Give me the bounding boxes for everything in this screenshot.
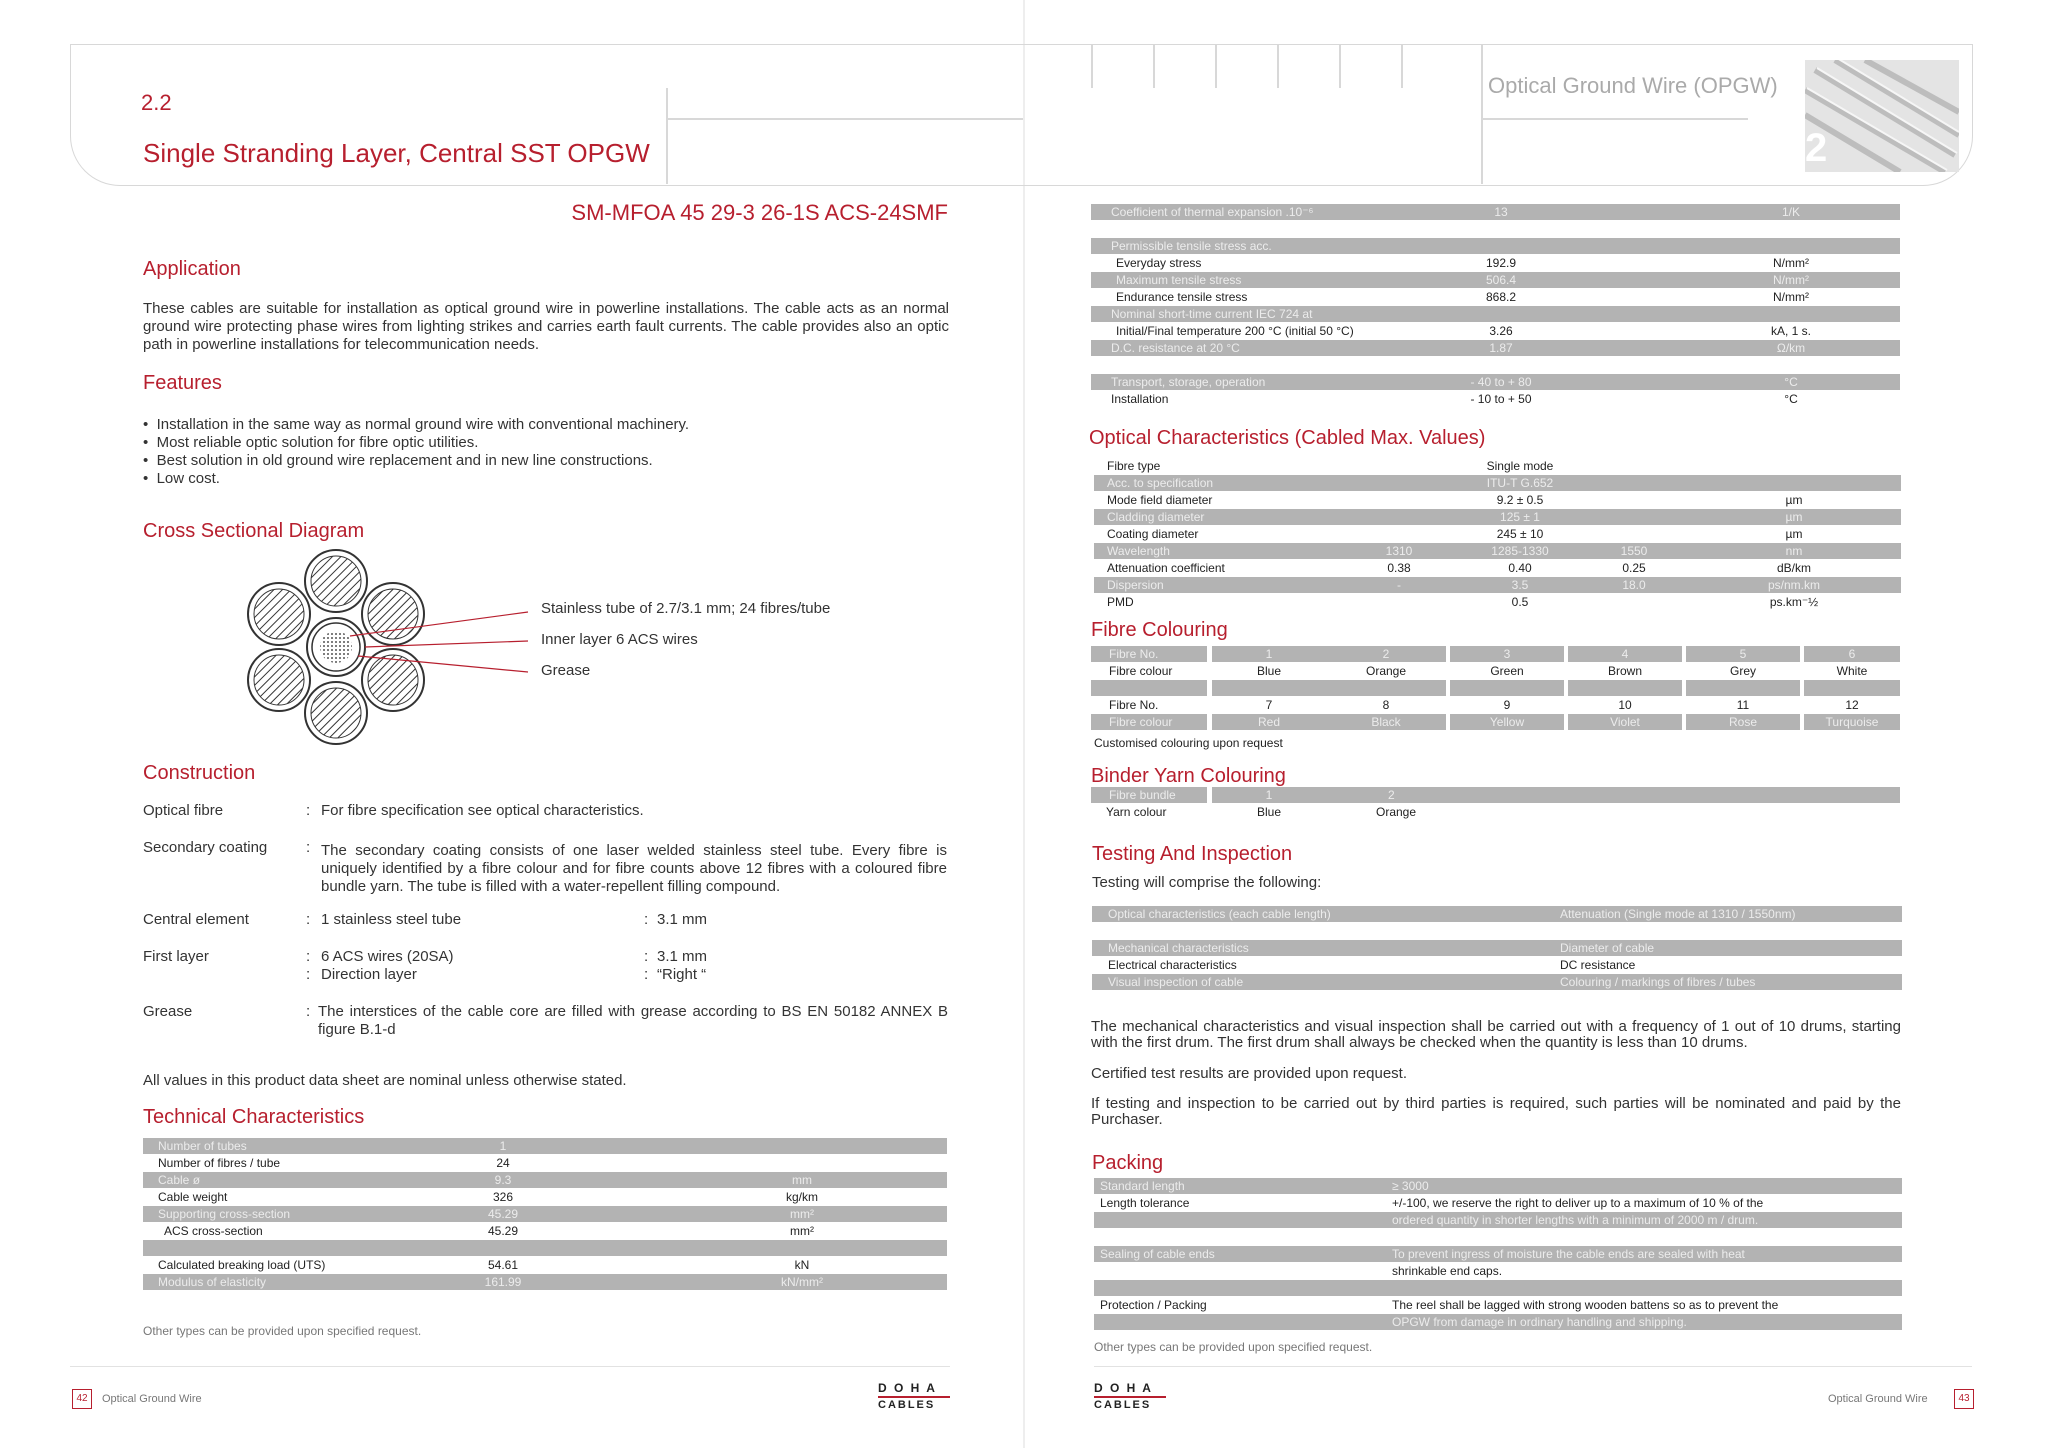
binder-cell: 1 <box>1212 787 1326 803</box>
central-element-dim: 3.1 mm <box>657 911 708 928</box>
construction-heading: Construction <box>143 762 256 784</box>
colon: : <box>306 1003 311 1020</box>
first-layer-value: 6 ACS wires (20SA) <box>321 948 454 965</box>
optical-row: Wavelength 1310 1285-1330 1550 nm <box>1094 543 1901 559</box>
optical-row: Coating diameter 245 ± 10 µm <box>1107 527 1803 541</box>
fibre-cell: 4 <box>1568 646 1682 662</box>
optical-row: Attenuation coefficient 0.38 0.40 0.25 dB/km <box>1107 561 1811 575</box>
fibre-cell: 12 <box>1845 698 1859 712</box>
tech-heading: Technical Characteristics <box>143 1106 365 1128</box>
fibre-cell <box>1686 680 1800 696</box>
header-title: Optical Ground Wire (OPGW) <box>1488 73 1778 98</box>
packing-heading: Packing <box>1092 1152 1164 1174</box>
chapter-number: 2 <box>1805 126 1828 170</box>
fibre-cell: Grey <box>1729 664 1756 678</box>
elec-row: Transport, storage, operation - 40 to + 80 °C <box>1091 374 1900 390</box>
tech-row: Number of tubes 1 <box>143 1138 947 1154</box>
fibre-cell: Black <box>1326 714 1446 730</box>
fibre-cell <box>1568 680 1682 696</box>
fibre-cell: Yellow <box>1450 714 1564 730</box>
elec-row: Everyday stress 192.9 N/mm² <box>1106 256 1809 270</box>
fibre-cell: Red <box>1212 714 1326 730</box>
elec-row: Installation - 10 to + 50 °C <box>1111 392 1798 406</box>
tech-row <box>143 1240 947 1256</box>
first-layer-dim: 3.1 mm <box>657 948 708 965</box>
application-heading: Application <box>143 258 241 280</box>
packing-row <box>1094 1229 1902 1245</box>
page-number: 42 <box>72 1389 92 1409</box>
optical-row: Mode field diameter 9.2 ± 0.5 µm <box>1107 493 1803 507</box>
custom-colouring-note: Customised colouring upon request <box>1094 736 1283 750</box>
fibre-cell: White <box>1836 664 1868 678</box>
left-header-divider <box>666 88 668 184</box>
fibre-cell: 8 <box>1382 698 1390 712</box>
central-element-value: 1 stainless steel tube <box>321 911 462 928</box>
packing-row <box>1094 1280 1902 1296</box>
fibre-cell: Rose <box>1686 714 1800 730</box>
footer-label: Optical Ground Wire <box>102 1393 202 1405</box>
secondary-coating-value: The secondary coating consists of one laser welded stainless steel tube. Every fibre is uniquely identified by a fibre colour and for fibre counts above 12 fibres with a coloured fibre bundle yarn. The tube is filled with a water-repellent filling compound. <box>321 842 947 895</box>
page-number: 43 <box>1954 1389 1974 1409</box>
grease-value: The interstices of the cable core are filled with grease according to BS EN 50182 ANNEX B figure B.1-d <box>318 1003 948 1038</box>
fibre-label-cell <box>1091 680 1207 696</box>
fibre-cell: 1 <box>1212 646 1326 662</box>
fibre-cell: Orange <box>1365 664 1407 678</box>
other-types-note: Other types can be provided upon specified request. <box>143 1324 422 1338</box>
diagram-label-tube: Stainless tube of 2.7/3.1 mm; 24 fibres/tube <box>541 600 831 617</box>
page-title: Single Stranding Layer, Central SST OPGW <box>143 138 650 168</box>
optical-row: Acc. to specification ITU-T G.652 <box>1094 475 1901 491</box>
cross-section-diagram <box>230 548 870 758</box>
fibre-cell: 2 <box>1326 646 1446 662</box>
elec-row: Nominal short-time current IEC 724 at <box>1091 306 1900 322</box>
optical-row: Fibre type Single mode <box>1107 459 1554 473</box>
features-heading: Features <box>143 372 222 394</box>
tech-row: Modulus of elasticity 161.99 kN/mm² <box>143 1274 947 1290</box>
fibre-label-cell: Fibre No. <box>1109 698 1159 712</box>
elec-row: Permissible tensile stress acc. <box>1091 238 1900 254</box>
testing-row <box>1092 923 1902 939</box>
central-tube <box>307 618 365 676</box>
packing-row: Length tolerance +/-100, we reserve the right to deliver up to a maximum of 10 % of the <box>1100 1196 1764 1210</box>
elec-row: D.C. resistance at 20 °C 1.87 Ω/km <box>1091 340 1900 356</box>
binder-heading: Binder Yarn Colouring <box>1091 765 1286 787</box>
left-footer-rule <box>70 1366 950 1367</box>
tech-row: Cable weight 326 kg/km <box>158 1190 818 1204</box>
colon: : <box>644 966 649 983</box>
fibre-cell: Blue <box>1256 664 1282 678</box>
testing-paragraph: If testing and inspection to be carried out by third parties is required, such parties will be nominated and paid by the Purchaser. <box>1091 1095 1901 1128</box>
testing-intro: Testing will comprise the following: <box>1092 874 1322 891</box>
elec-row: Maximum tensile stress 506.4 N/mm² <box>1091 272 1900 288</box>
binder-cell: 2 <box>1326 787 1900 803</box>
diagram-label-layer: Inner layer 6 ACS wires <box>541 631 698 648</box>
tech-row: Cable ø 9.3 mm <box>143 1172 947 1188</box>
testing-paragraph: The mechanical characteristics and visual inspection shall be carried out with a frequency of 1 out of 10 drums, starting with the first drum. The first drum shall always be checked when the quantity is less than 10 drums. <box>1091 1018 1901 1051</box>
testing-paragraph: Certified test results are provided upon request. <box>1091 1065 1408 1082</box>
diagram-heading: Cross Sectional Diagram <box>143 520 365 542</box>
tech-row: ACS cross-section 45.29 mm² <box>158 1224 814 1238</box>
fibre-cell: 10 <box>1618 698 1632 712</box>
fibre-label-cell: Fibre colour <box>1109 664 1173 678</box>
tech-row: Supporting cross-section 45.29 mm² <box>143 1206 947 1222</box>
fibre-cell <box>1326 680 1446 696</box>
direction-layer-value: “Right “ <box>657 966 707 983</box>
optical-row: Cladding diameter 125 ± 1 µm <box>1094 509 1901 525</box>
binder-cell: Blue <box>1256 805 1282 819</box>
colon: : <box>306 966 311 983</box>
tech-row: Number of fibres / tube 24 <box>158 1156 510 1170</box>
nominal-note: All values in this product data sheet are nominal unless otherwise stated. <box>143 1072 627 1089</box>
packing-row: Protection / Packing The reel shall be lagged with strong wooden battens so as to prevent the <box>1100 1298 1779 1312</box>
footer-label: Optical Ground Wire <box>1828 1393 1928 1405</box>
testing-heading: Testing And Inspection <box>1092 843 1293 865</box>
tech-row: Calculated breaking load (UTS) 54.61 kN <box>158 1258 810 1272</box>
optical-fibre-value: For fibre specification see optical characteristics. <box>321 802 644 819</box>
colon: : <box>306 839 311 856</box>
first-layer-label: First layer <box>143 948 209 965</box>
colon: : <box>306 948 311 965</box>
application-text: These cables are suitable for installation as optical ground wire in powerline installations. The cable acts as an normal ground wire protecting phase wires from lighting strikes and carries earth fault currents. The cable provides also an optic path in powerline installations for telecommunication needs. <box>143 300 949 353</box>
left-header-rule <box>666 118 1023 120</box>
colon: : <box>644 911 649 928</box>
section-number: 2.2 <box>141 90 172 115</box>
product-code: SM-MFOA 45 29-3 26-1S ACS-24SMF <box>571 200 948 225</box>
secondary-coating-label: Secondary coating <box>143 839 268 856</box>
fibre-cell: Turquoise <box>1804 714 1900 730</box>
binder-label-cell: Fibre bundle <box>1091 787 1207 803</box>
packing-row: OPGW from damage in ordinary handling and shipping. <box>1094 1314 1902 1330</box>
fibre-cell: 9 <box>1503 698 1511 712</box>
colon: : <box>306 802 311 819</box>
fibre-label-cell: Fibre colour <box>1091 714 1207 730</box>
testing-row: Electrical characteristics DC resistance <box>1108 958 1636 972</box>
feature-item: • Installation in the same way as normal ground wire with conventional machinery. <box>143 416 690 433</box>
fibre-cell: Green <box>1490 664 1524 678</box>
testing-row: Optical characteristics (each cable length) Attenuation (Single mode at 1310 / 1550nm) <box>1092 906 1902 922</box>
colon: : <box>644 948 649 965</box>
packing-row: shrinkable end caps. <box>1392 1264 1503 1278</box>
other-types-note: Other types can be provided upon specified request. <box>1094 1340 1373 1354</box>
colon: : <box>306 911 311 928</box>
testing-row: Visual inspection of cable Colouring / markings of fibres / tubes <box>1092 974 1902 990</box>
elec-row: Initial/Final temperature 200 °C (initial 50 °C) 3.26 kA, 1 s. <box>1106 324 1811 338</box>
diagram-label-grease: Grease <box>541 662 591 679</box>
direction-layer-label: Direction layer <box>321 966 417 983</box>
packing-row: Standard length ≥ 3000 <box>1094 1178 1902 1194</box>
binder-cell: Orange <box>1375 805 1417 819</box>
fibre-cell: 3 <box>1450 646 1564 662</box>
feature-item: • Low cost. <box>143 470 220 487</box>
binder-label-cell: Yarn colour <box>1106 805 1167 819</box>
testing-row: Mechanical characteristics Diameter of cable <box>1092 940 1902 956</box>
fibre-label-cell: Fibre No. <box>1091 646 1207 662</box>
right-footer-rule <box>1094 1366 1972 1367</box>
fibre-cell: 7 <box>1265 698 1273 712</box>
feature-item: • Most reliable optic solution for fibre optic utilities. <box>143 434 479 451</box>
optical-fibre-label: Optical fibre <box>143 802 224 819</box>
optical-heading: Optical Characteristics (Cabled Max. Values) <box>1089 427 1486 449</box>
packing-row: ordered quantity in shorter lengths with a minimum of 2000 m / drum. <box>1094 1212 1902 1228</box>
fibre-heading: Fibre Colouring <box>1091 619 1228 641</box>
fibre-cell: Violet <box>1568 714 1682 730</box>
feature-item: • Best solution in old ground wire replacement and in new line constructions. <box>143 452 653 469</box>
central-element-label: Central element <box>143 911 249 928</box>
fibre-cell <box>1804 680 1900 696</box>
elec-row: Endurance tensile stress 868.2 N/mm² <box>1106 290 1809 304</box>
page-spine <box>1023 0 1025 1448</box>
elec-row: Coefficient of thermal expansion .10⁻⁶ 13 1/K <box>1091 204 1900 220</box>
fibre-cell: 6 <box>1804 646 1900 662</box>
packing-row: Sealing of cable ends To prevent ingress of moisture the cable ends are sealed with heat <box>1094 1246 1902 1262</box>
optical-row: Dispersion - 3.5 18.0 ps/nm.km <box>1094 577 1901 593</box>
fibre-cell: Brown <box>1607 664 1642 678</box>
optical-row: PMD 0.5 ps.km⁻½ <box>1107 595 1819 609</box>
chapter-image <box>1805 60 1959 172</box>
fibre-cell <box>1212 680 1326 696</box>
fibre-cell <box>1450 680 1564 696</box>
fibre-cell: 11 <box>1736 698 1750 712</box>
grease-label: Grease <box>143 1003 193 1020</box>
fibre-cell: 5 <box>1686 646 1800 662</box>
